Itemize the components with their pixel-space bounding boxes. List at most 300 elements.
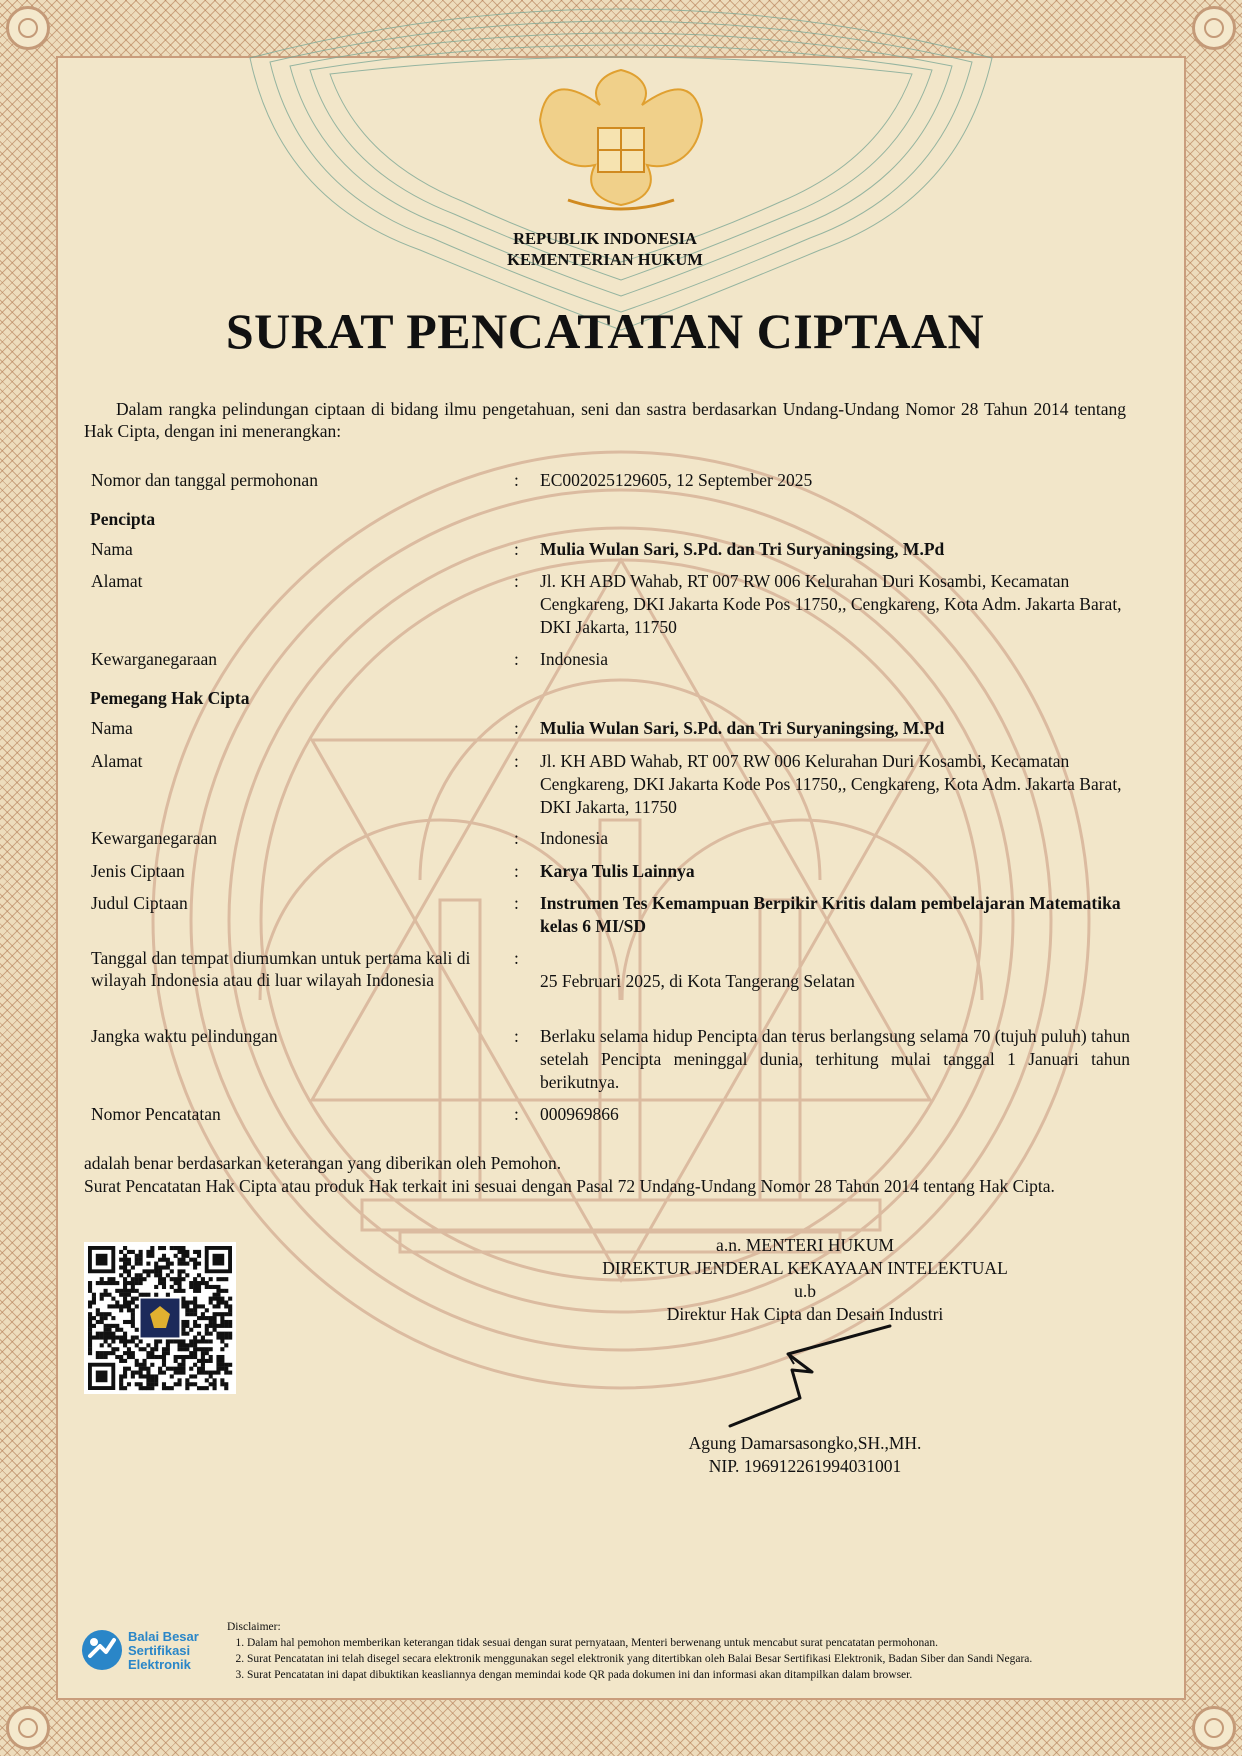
qr-module	[139, 1293, 143, 1297]
qr-module	[131, 1289, 135, 1293]
qr-module	[96, 1332, 100, 1336]
qr-module	[220, 1300, 224, 1304]
qr-module	[224, 1320, 228, 1324]
qr-module	[88, 1343, 92, 1347]
qr-module	[119, 1339, 123, 1343]
qr-module	[174, 1281, 178, 1285]
qr-module	[104, 1336, 108, 1340]
qr-module	[139, 1273, 143, 1277]
qr-module	[123, 1300, 127, 1304]
qr-module	[142, 1367, 146, 1371]
qr-module	[205, 1281, 209, 1285]
qr-module	[213, 1304, 217, 1308]
qr-module	[181, 1300, 185, 1304]
qr-module	[111, 1336, 115, 1340]
qr-module	[216, 1367, 220, 1371]
qr-module	[100, 1336, 104, 1340]
qr-module	[178, 1277, 182, 1281]
qr-module	[135, 1382, 139, 1386]
qr-module	[96, 1320, 100, 1324]
colon: :	[514, 861, 519, 881]
qr-module	[154, 1273, 158, 1277]
qr-module	[111, 1332, 115, 1336]
qr-module	[193, 1285, 197, 1289]
qr-module	[201, 1371, 205, 1375]
qr-module	[174, 1382, 178, 1386]
qr-module	[139, 1363, 143, 1367]
qr-module	[197, 1359, 201, 1363]
qr-module	[119, 1273, 123, 1277]
qr-module	[142, 1359, 146, 1363]
qr-module	[131, 1320, 135, 1324]
qr-module	[216, 1324, 220, 1328]
qr-module	[100, 1312, 104, 1316]
qr-module	[115, 1304, 119, 1308]
qr-module	[92, 1297, 96, 1301]
qr-module	[111, 1297, 115, 1301]
qr-module	[224, 1343, 228, 1347]
qr-module	[216, 1304, 220, 1308]
qr-module	[178, 1289, 182, 1293]
qr-module	[158, 1258, 162, 1262]
qr-module	[123, 1246, 127, 1250]
qr-module	[135, 1343, 139, 1347]
qr-module	[107, 1351, 111, 1355]
qr-module	[123, 1265, 127, 1269]
qr-module	[158, 1246, 162, 1250]
qr-module	[189, 1328, 193, 1332]
qr-module	[88, 1339, 92, 1343]
qr-module	[139, 1254, 143, 1258]
qr-module	[185, 1254, 189, 1258]
qr-module	[111, 1316, 115, 1320]
qr-module	[201, 1304, 205, 1308]
qr-module	[115, 1300, 119, 1304]
qr-module	[135, 1336, 139, 1340]
qr-finder-square	[96, 1371, 108, 1383]
qr-module	[209, 1320, 213, 1324]
qr-module	[154, 1382, 158, 1386]
qr-module	[216, 1355, 220, 1359]
qr-module	[135, 1359, 139, 1363]
qr-module	[162, 1359, 166, 1363]
qr-module	[197, 1262, 201, 1266]
qr-module	[220, 1382, 224, 1386]
qr-module	[111, 1277, 115, 1281]
qr-module	[181, 1355, 185, 1359]
qr-module	[166, 1347, 170, 1351]
qr-module	[228, 1304, 232, 1308]
qr-module	[131, 1371, 135, 1375]
qr-module	[209, 1382, 213, 1386]
qr-module	[220, 1320, 224, 1324]
qr-module	[197, 1273, 201, 1277]
qr-module	[178, 1363, 182, 1367]
qr-module	[158, 1277, 162, 1281]
qr-code[interactable]	[84, 1242, 236, 1394]
qr-module	[209, 1371, 213, 1375]
qr-module	[185, 1300, 189, 1304]
qr-module	[201, 1363, 205, 1367]
qr-module	[197, 1281, 201, 1285]
qr-module	[205, 1359, 209, 1363]
qr-module	[158, 1281, 162, 1285]
qr-module	[146, 1250, 150, 1254]
qr-module	[107, 1336, 111, 1340]
qr-module	[189, 1351, 193, 1355]
qr-module	[181, 1324, 185, 1328]
qr-module	[139, 1382, 143, 1386]
qr-module	[205, 1332, 209, 1336]
qr-module	[150, 1351, 154, 1355]
qr-module	[127, 1308, 131, 1312]
qr-module	[131, 1300, 135, 1304]
protection-period-label: Jangka waktu pelindungan	[91, 1026, 278, 1046]
qr-module	[88, 1300, 92, 1304]
qr-module	[205, 1316, 209, 1320]
qr-module	[193, 1281, 197, 1285]
qr-module	[174, 1277, 178, 1281]
intro-paragraph: Dalam rangka pelindungan ciptaan di bidang ilmu pengetahuan, seni dan sastra berdasarkan Undang-Undang Nomor 28 Tahun 2014 tentang Hak Cipta, dengan ini menerangkan:	[84, 399, 1126, 441]
qr-module	[189, 1258, 193, 1262]
qr-module	[178, 1285, 182, 1289]
qr-module	[228, 1308, 232, 1312]
qr-module	[162, 1246, 166, 1250]
qr-module	[162, 1285, 166, 1289]
qr-module	[115, 1324, 119, 1328]
qr-module	[107, 1293, 111, 1297]
qr-module	[213, 1285, 217, 1289]
qr-module	[193, 1265, 197, 1269]
qr-module	[201, 1351, 205, 1355]
qr-module	[193, 1308, 197, 1312]
qr-module	[150, 1347, 154, 1351]
qr-module	[216, 1285, 220, 1289]
qr-module	[135, 1262, 139, 1266]
qr-module	[119, 1304, 123, 1308]
signature-block	[560, 1234, 1050, 1326]
colon: :	[514, 828, 519, 848]
qr-module	[135, 1281, 139, 1285]
qr-module	[96, 1336, 100, 1340]
qr-module	[131, 1265, 135, 1269]
work-type-label: Jenis Ciptaan	[91, 861, 185, 881]
qr-module	[135, 1328, 139, 1332]
qr-module	[178, 1250, 182, 1254]
qr-module	[193, 1289, 197, 1293]
qr-module	[146, 1382, 150, 1386]
qr-module	[174, 1367, 178, 1371]
qr-module	[131, 1285, 135, 1289]
qr-module	[146, 1378, 150, 1382]
qr-module	[228, 1363, 232, 1367]
holder-address-value: Jl. KH ABD Wahab, RT 007 RW 006 Kelurahan Duri Kosambi, Kecamatan Cengkareng, DKI Jakarta Kode Pos 11750,, Cengkareng, Kota Adm. Jakarta Barat, DKI Jakarta, 11750	[540, 751, 1122, 817]
holder-address-label: Alamat	[91, 751, 143, 771]
qr-module	[193, 1347, 197, 1351]
qr-module	[178, 1367, 182, 1371]
qr-module	[197, 1371, 201, 1375]
qr-module	[216, 1293, 220, 1297]
qr-module	[201, 1339, 205, 1343]
qr-module	[166, 1293, 170, 1297]
signer-nip: NIP. 196912261994031001	[708, 1456, 902, 1476]
holder-citizenship-label: Kewarganegaraan	[91, 828, 217, 848]
qr-module	[111, 1281, 115, 1285]
qr-module	[181, 1347, 185, 1351]
issuer-ministry: KEMENTERIAN HUKUM	[507, 250, 703, 269]
qr-module	[209, 1277, 213, 1281]
qr-module	[213, 1320, 217, 1324]
colon: :	[514, 948, 519, 968]
signer-block	[560, 1432, 1050, 1478]
qr-module	[104, 1351, 108, 1355]
qr-module	[162, 1254, 166, 1258]
qr-module	[123, 1277, 127, 1281]
qr-module	[150, 1254, 154, 1258]
creator-name-label: Nama	[91, 539, 133, 559]
qr-module	[185, 1273, 189, 1277]
qr-module	[193, 1355, 197, 1359]
qr-module	[193, 1343, 197, 1347]
qr-module	[146, 1386, 150, 1390]
qr-module	[142, 1363, 146, 1367]
qr-module	[209, 1285, 213, 1289]
closing-line-1: adalah benar berdasarkan keterangan yang diberikan oleh Pemohon.	[84, 1153, 562, 1173]
qr-module	[209, 1347, 213, 1351]
creator-address-value: Jl. KH ABD Wahab, RT 007 RW 006 Kelurahan Duri Kosambi, Kecamatan Cengkareng, DKI Jakarta Kode Pos 11750,, Cengkareng, Kota Adm. Jakarta Barat, DKI Jakarta, 11750	[540, 571, 1122, 637]
qr-module	[119, 1258, 123, 1262]
qr-module	[123, 1285, 127, 1289]
qr-module	[123, 1336, 127, 1340]
qr-module	[139, 1374, 143, 1378]
work-title-label: Judul Ciptaan	[91, 893, 188, 913]
qr-module	[209, 1324, 213, 1328]
qr-module	[181, 1367, 185, 1371]
qr-module	[166, 1258, 170, 1262]
colon: :	[514, 751, 519, 771]
qr-module	[193, 1336, 197, 1340]
disclaimer-list	[227, 1635, 1187, 1683]
qr-module	[162, 1258, 166, 1262]
qr-module	[224, 1300, 228, 1304]
qr-module	[216, 1300, 220, 1304]
qr-module	[174, 1289, 178, 1293]
qr-module	[131, 1339, 135, 1343]
qr-module	[205, 1378, 209, 1382]
qr-module	[220, 1336, 224, 1340]
qr-module	[174, 1359, 178, 1363]
qr-module	[123, 1258, 127, 1262]
qr-module	[181, 1258, 185, 1262]
qr-module	[181, 1343, 185, 1347]
qr-module	[174, 1355, 178, 1359]
qr-module	[205, 1308, 209, 1312]
qr-module	[193, 1363, 197, 1367]
qr-module	[154, 1347, 158, 1351]
qr-module	[127, 1281, 131, 1285]
qr-module	[224, 1367, 228, 1371]
qr-module	[96, 1351, 100, 1355]
qr-module	[178, 1269, 182, 1273]
qr-module	[220, 1277, 224, 1281]
qr-module	[131, 1277, 135, 1281]
holder-name-label: Nama	[91, 718, 133, 738]
qr-module	[154, 1355, 158, 1359]
qr-module	[119, 1328, 123, 1332]
qr-module	[131, 1336, 135, 1340]
qr-module	[139, 1367, 143, 1371]
qr-module	[146, 1371, 150, 1375]
qr-module	[201, 1386, 205, 1390]
creator-citizenship-label: Kewarganegaraan	[91, 649, 217, 669]
qr-module	[213, 1382, 217, 1386]
qr-module	[170, 1269, 174, 1273]
signature-director: Direktur Hak Cipta dan Desain Industri	[666, 1304, 944, 1324]
qr-module	[115, 1347, 119, 1351]
qr-module	[88, 1312, 92, 1316]
qr-module	[178, 1382, 182, 1386]
qr-module	[111, 1324, 115, 1328]
signature-ub: u.b	[794, 1281, 816, 1301]
creator-address-label: Alamat	[91, 571, 143, 591]
qr-module	[220, 1367, 224, 1371]
qr-module	[220, 1316, 224, 1320]
qr-module	[139, 1347, 143, 1351]
qr-module	[209, 1316, 213, 1320]
qr-module	[158, 1355, 162, 1359]
qr-module	[142, 1386, 146, 1390]
qr-module	[162, 1347, 166, 1351]
qr-module	[88, 1324, 92, 1328]
qr-module	[185, 1304, 189, 1308]
qr-module	[166, 1343, 170, 1347]
qr-module	[209, 1339, 213, 1343]
qr-module	[197, 1304, 201, 1308]
colon: :	[514, 1026, 519, 1046]
qr-module	[181, 1289, 185, 1293]
qr-module	[162, 1277, 166, 1281]
qr-module	[119, 1289, 123, 1293]
qr-module	[197, 1285, 201, 1289]
qr-module	[115, 1355, 119, 1359]
qr-module	[154, 1339, 158, 1343]
qr-module	[197, 1386, 201, 1390]
qr-finder-square	[96, 1254, 108, 1266]
qr-module	[209, 1374, 213, 1378]
qr-module	[139, 1277, 143, 1281]
qr-module	[205, 1339, 209, 1343]
qr-module	[213, 1324, 217, 1328]
disclaimer	[227, 1619, 1187, 1683]
qr-module	[119, 1336, 123, 1340]
document-title: SURAT PENCATATAN CIPTAAN	[225, 303, 985, 359]
qr-module	[170, 1285, 174, 1289]
qr-module	[193, 1382, 197, 1386]
qr-module	[135, 1371, 139, 1375]
qr-module	[224, 1363, 228, 1367]
qr-module	[228, 1336, 232, 1340]
qr-module	[216, 1312, 220, 1316]
bsre-line-2: Sertifikasi	[128, 1643, 191, 1658]
qr-module	[170, 1262, 174, 1266]
qr-module	[220, 1359, 224, 1363]
colon: :	[514, 539, 519, 559]
qr-module	[181, 1277, 185, 1281]
qr-module	[181, 1320, 185, 1324]
qr-module	[178, 1281, 182, 1285]
qr-module	[189, 1367, 193, 1371]
qr-module	[220, 1297, 224, 1301]
qr-module	[88, 1328, 92, 1332]
qr-module	[150, 1386, 154, 1390]
qr-module	[100, 1355, 104, 1359]
qr-module	[127, 1304, 131, 1308]
qr-module	[142, 1293, 146, 1297]
qr-module	[220, 1363, 224, 1367]
qr-module	[150, 1363, 154, 1367]
qr-module	[100, 1293, 104, 1297]
qr-module	[181, 1371, 185, 1375]
qr-module	[216, 1332, 220, 1336]
qr-module	[88, 1304, 92, 1308]
qr-module	[181, 1297, 185, 1301]
qr-module	[88, 1347, 92, 1351]
qr-module	[119, 1359, 123, 1363]
qr-module	[201, 1359, 205, 1363]
qr-module	[189, 1308, 193, 1312]
qr-module	[150, 1374, 154, 1378]
qr-module	[146, 1343, 150, 1347]
qr-module	[135, 1273, 139, 1277]
issuer-header	[0, 228, 1210, 270]
qr-module	[216, 1371, 220, 1375]
creator-name-value: Mulia Wulan Sari, S.Pd. dan Tri Suryaningsing, M.Pd	[540, 539, 945, 559]
qr-module	[197, 1332, 201, 1336]
qr-module	[181, 1363, 185, 1367]
qr-module	[213, 1328, 217, 1332]
qr-module	[162, 1281, 166, 1285]
qr-module	[228, 1297, 232, 1301]
qr-module	[185, 1355, 189, 1359]
qr-module	[131, 1312, 135, 1316]
qr-module	[88, 1336, 92, 1340]
qr-module	[166, 1265, 170, 1269]
qr-module	[139, 1258, 143, 1262]
qr-module	[88, 1320, 92, 1324]
qr-module	[96, 1308, 100, 1312]
qr-module	[216, 1289, 220, 1293]
qr-module	[135, 1304, 139, 1308]
qr-module	[154, 1293, 158, 1297]
qr-module	[104, 1312, 108, 1316]
qr-module	[123, 1320, 127, 1324]
qr-module	[181, 1250, 185, 1254]
qr-module	[92, 1324, 96, 1328]
registration-number-label: Nomor Pencatatan	[91, 1104, 221, 1124]
qr-module	[162, 1371, 166, 1375]
qr-module	[181, 1246, 185, 1250]
qr-module	[220, 1378, 224, 1382]
qr-module	[181, 1359, 185, 1363]
qr-module	[96, 1355, 100, 1359]
qr-module	[197, 1316, 201, 1320]
qr-module	[107, 1343, 111, 1347]
qr-module	[189, 1300, 193, 1304]
qr-module	[92, 1336, 96, 1340]
qr-module	[228, 1312, 232, 1316]
qr-module	[224, 1336, 228, 1340]
qr-module	[224, 1371, 228, 1375]
